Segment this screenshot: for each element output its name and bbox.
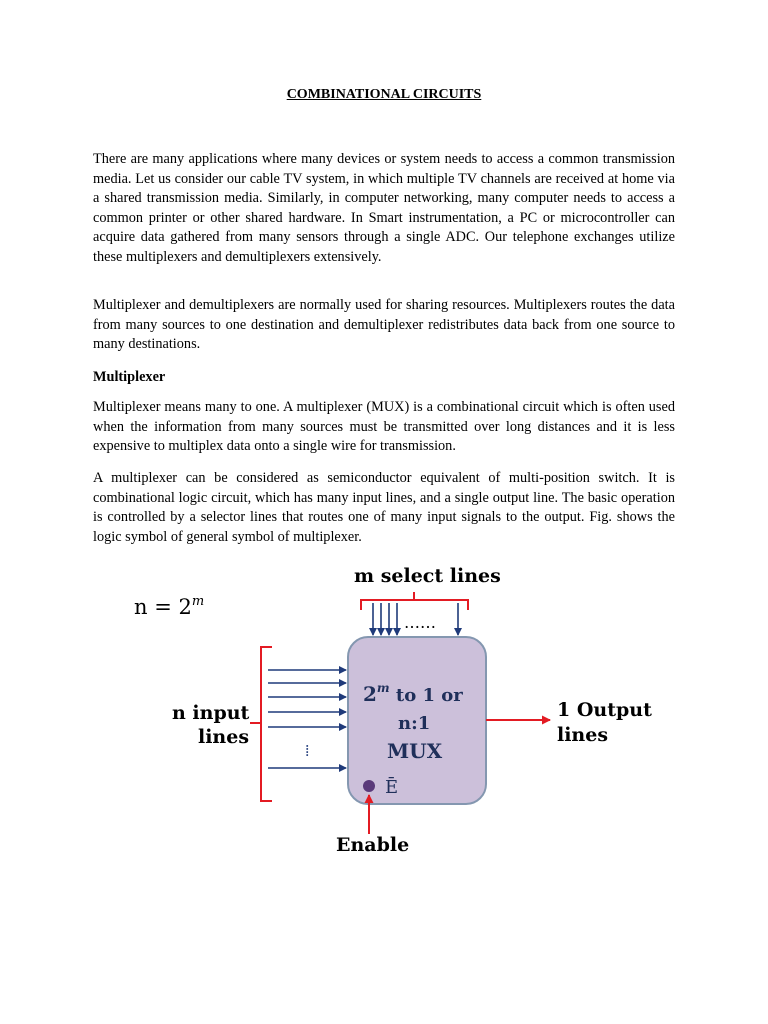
formula-n-equals-2-pow-m: $n = 2^m$ <box>134 594 205 619</box>
mux-label-line3: MUX <box>387 739 443 763</box>
mux-label-line2: n:1 <box>398 713 431 734</box>
input-lines-label-2: lines <box>198 726 250 748</box>
select-dots: …… <box>404 613 436 632</box>
enable-symbol: Ē <box>385 777 399 798</box>
input-dots: ⁞ <box>305 741 310 760</box>
mux-label-line1: 2$^m$ to 1 or <box>363 681 463 706</box>
paragraph-sharing: Multiplexer and demultiplexers are normally used for sharing resources. Multiplexers routes the data from many sources to one destination and demultiplexer redistributes data back from one source to many destinations. <box>93 297 675 353</box>
enable-dot <box>363 780 375 792</box>
output-lines-label-1: 1 Output <box>557 699 652 721</box>
select-bracket <box>361 592 468 610</box>
section-heading-multiplexer: Multiplexer <box>93 369 166 385</box>
paragraph-mux-switch: A multiplexer can be considered as semiconductor equivalent of multi-position switch. It is combinational logic circuit, which has many input lines, and a single output line. The basic operation is controlled by a selector lines that routes one of many input signals to the output. Fig. shows the logic symbol of general symbol of multiplexer. <box>93 470 675 545</box>
enable-label: Enable <box>336 834 410 856</box>
page-title: COMBINATIONAL CIRCUITS <box>286 87 482 102</box>
paragraph-mux-definition: Multiplexer means many to one. A multiplexer (MUX) is a combinational circuit which is often used when the information from many sources must be transmitted over long distances and it is less expensive to multiplex data onto a single wire for transmission. <box>93 399 675 455</box>
paragraph-intro: There are many applications where many devices or system needs to access a common transmission media. Let us consider our cable TV system, in which multiple TV channels are received at home via a shared transmission media. Similarly, in computer networking, many computer needs to access a common printer or other shared hardware. In Smart instrumentation, a PC or microcontroller can acquire data gathered from many sensors through a single ADC. Our telephone exchanges utilize these multiplexers and demultiplexers extensively. <box>93 151 675 265</box>
select-lines-label: m select lines <box>354 565 501 587</box>
output-lines-label-2: lines <box>557 724 609 746</box>
input-lines-label-1: n input <box>172 702 250 724</box>
multiplexer-diagram <box>0 550 768 870</box>
